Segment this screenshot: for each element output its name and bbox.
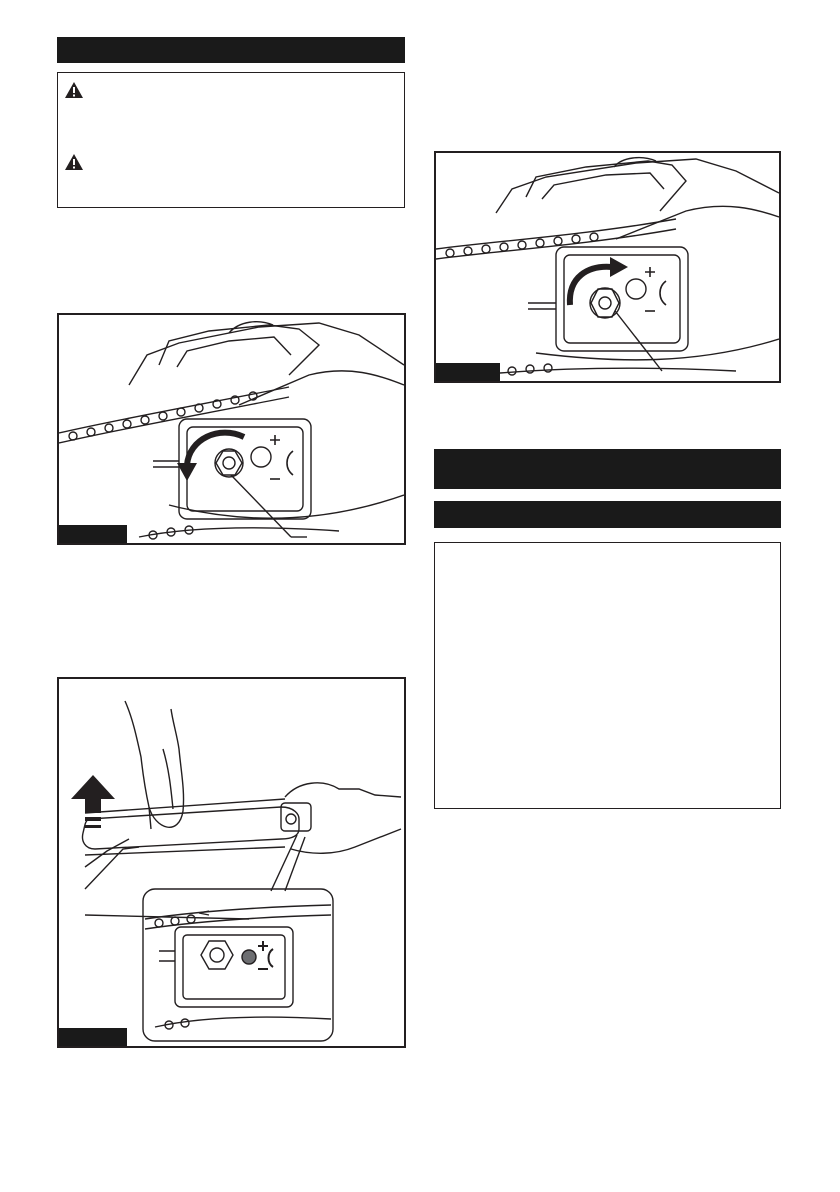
hex-nut xyxy=(215,449,243,477)
section-heading-bar xyxy=(57,37,405,63)
figure-number-tag xyxy=(59,1028,127,1046)
section-heading-bar-small xyxy=(434,501,781,528)
bar-and-chain-illustration xyxy=(59,679,404,1046)
chainsaw-head-illustration xyxy=(436,153,779,381)
figure-loosen-nut xyxy=(57,313,406,545)
warning-triangle-icon xyxy=(64,81,84,99)
notice-box xyxy=(434,542,781,809)
chainsaw-head-illustration xyxy=(59,315,404,543)
section-heading-bar-large xyxy=(434,449,781,489)
warning-triangle-icon xyxy=(64,153,84,171)
figure-tighten-nut xyxy=(434,151,781,383)
up-arrow-icon xyxy=(71,775,115,828)
warning-box xyxy=(57,72,405,208)
figure-number-tag xyxy=(436,363,500,381)
inset-hex-nut xyxy=(201,941,233,969)
hex-nut xyxy=(590,288,620,318)
figure-chain-tension xyxy=(57,677,406,1048)
tension-adjuster-screw xyxy=(242,950,256,964)
figure-number-tag xyxy=(59,525,127,543)
